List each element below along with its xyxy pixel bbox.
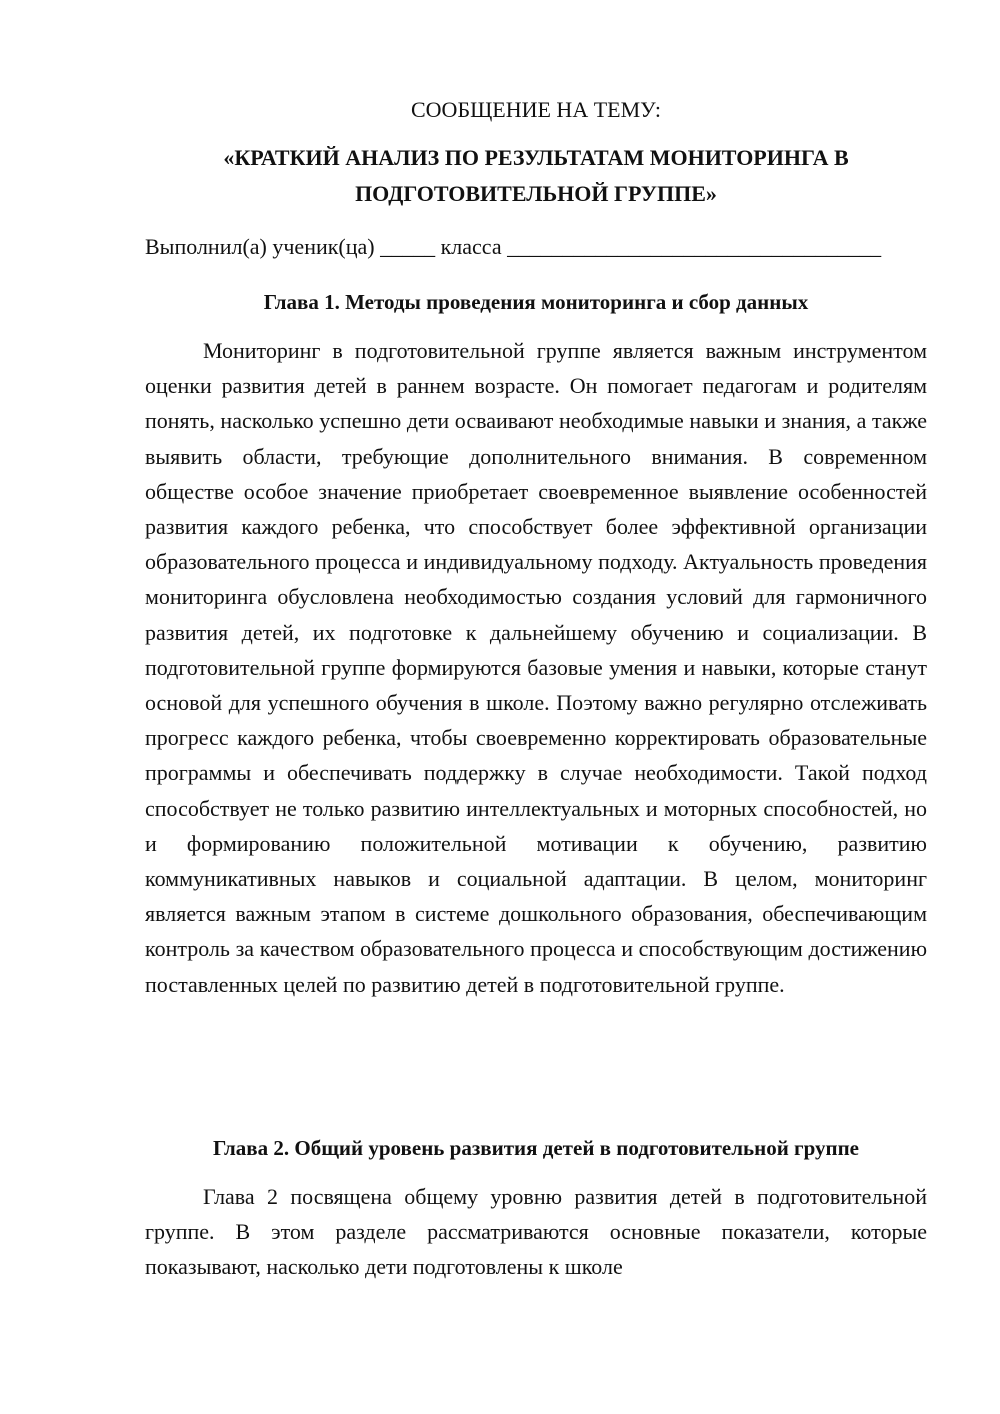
subject-line: СООБЩЕНИЕ НА ТЕМУ: (411, 97, 661, 122)
chapter-1-heading: Глава 1. Методы проведения мониторинга и сбор данных (263, 290, 809, 314)
document-title: «КРАТКИЙ АНАЛИЗ ПО РЕЗУЛЬТАТАМ МОНИТОРИНГА В ПОДГОТОВИТЕЛЬНОЙ ГРУППЕ» (223, 145, 849, 206)
chapter-2-heading: Глава 2. Общий уровень развития детей в подготовительной группе (213, 1136, 859, 1160)
chapter-1-paragraph: Мониторинг в подготовительной группе является важным инструментом оценки развития детей в раннем возрасте. Он помогает педагогам и родителям понять, насколько успешно дети осваивают необходимые навыки и знания, а также выявить области, требующие дополнительного внимания. В современном обществе особое значение приобретает своевременное выявление особенностей развития каждого ребенка, что способствует более эффективной организации образовательного процесса и индивидуальному подходу. Актуальность проведения мониторинга обусловлена необходимостью создания условий для гармоничного развития детей, их подготовке к дальнейшему обучению и социализации. В подготовительной группе формируются базовые умения и навыки, которые станут основой для успешного обучения в школе. Поэтому важно регулярно отслеживать прогресс каждого ребенка, чтобы своевременно корректировать образовательные программы и обеспечивать поддержку в случае необходимости. Такой подход способствует не только развитию интеллектуальных и моторных способностей, но и формированию положительной мотивации к обучению, развитию коммуникативных навыков и социальной адаптации. В целом, мониторинг является важным этапом в системе дошкольного образования, обеспечивающим контроль за качеством образовательного процесса и способствующим достижению поставленных целей по развитию детей в подготовительной группе. (145, 338, 927, 997)
author-line: Выполнил(а) ученик(ца) _____ класса __________________________________ (145, 234, 882, 259)
chapter-2-paragraph: Глава 2 посвящена общему уровню развития детей в подготовительной группе. В этом разделе рассматриваются основные показатели, которые показывают, насколько дети подготовлены к школе (145, 1184, 927, 1280)
